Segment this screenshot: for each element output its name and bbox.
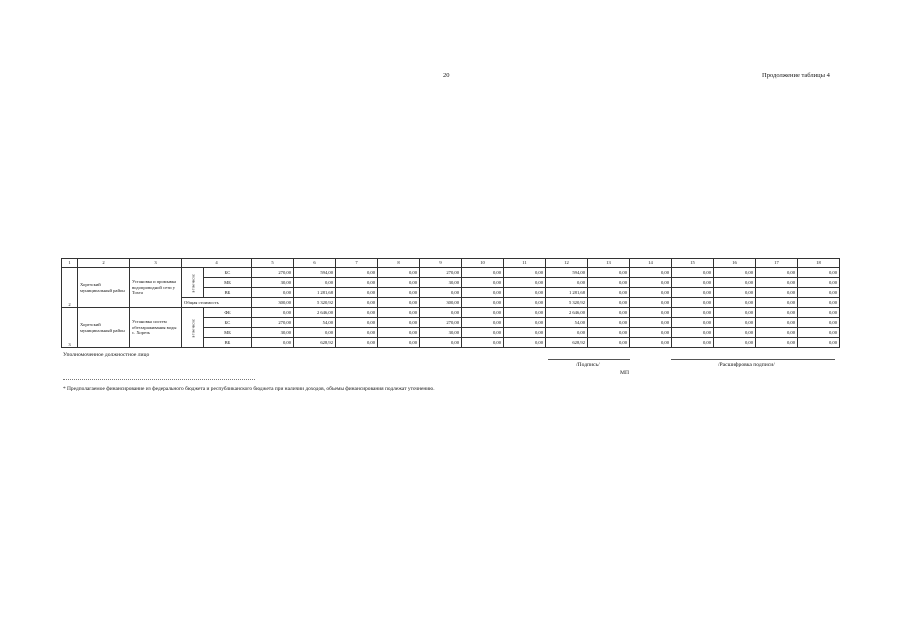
- value-cell: 270,00: [252, 268, 294, 278]
- column-number-cell: 4: [182, 259, 252, 268]
- value-cell: 0,00: [336, 268, 378, 278]
- value-cell: 0,00: [588, 318, 630, 328]
- value-cell: 0,00: [378, 308, 420, 318]
- value-cell: 0,00: [546, 278, 588, 288]
- value-cell: 0,00: [714, 268, 756, 278]
- value-cell: 0,00: [798, 338, 840, 348]
- measure-cell: Установка и промывка водопроводной сети у Тохта: [130, 268, 182, 308]
- value-cell: 0,00: [756, 338, 798, 348]
- measure-cell: Установка систем обеззараживания воды с. Хорезь: [130, 308, 182, 348]
- value-cell: 0,00: [462, 318, 504, 328]
- value-cell: 0,00: [630, 318, 672, 328]
- value-cell: 0,00: [672, 328, 714, 338]
- value-cell: 270,00: [420, 318, 462, 328]
- value-cell: 628,92: [546, 338, 588, 348]
- column-number-cell: 1: [62, 259, 78, 268]
- value-cell: 0,00: [672, 288, 714, 298]
- column-number-cell: 14: [630, 259, 672, 268]
- column-number-cell: 15: [672, 259, 714, 268]
- page-number: 20: [443, 72, 450, 79]
- value-cell: 0,00: [336, 298, 378, 308]
- value-cell: 0,00: [378, 288, 420, 298]
- value-cell: 30,00: [252, 278, 294, 288]
- value-cell: 0,00: [798, 278, 840, 288]
- value-cell: 628,92: [294, 338, 336, 348]
- value-cell: 0,00: [756, 288, 798, 298]
- value-cell: 0,00: [630, 328, 672, 338]
- value-cell: 0,00: [378, 278, 420, 288]
- column-number-cell: 18: [798, 259, 840, 268]
- financing-table: [61, 258, 840, 348]
- value-cell: 0,00: [756, 268, 798, 278]
- funding-source-cell: ФБ: [204, 308, 252, 318]
- value-cell: 0,00: [630, 278, 672, 288]
- funding-source-cell: МБ: [204, 278, 252, 288]
- value-cell: 0,00: [294, 328, 336, 338]
- value-cell: 0,00: [294, 278, 336, 288]
- value-cell: 0,00: [462, 298, 504, 308]
- value-cell: 0,00: [252, 308, 294, 318]
- value-cell: 0,00: [672, 318, 714, 328]
- value-cell: 0,00: [798, 328, 840, 338]
- value-cell: 0,00: [336, 328, 378, 338]
- funding-source-cell: БС: [204, 318, 252, 328]
- value-cell: 0,00: [420, 308, 462, 318]
- value-cell: 54,00: [294, 318, 336, 328]
- value-cell: 0,00: [504, 298, 546, 308]
- authorized-official-label: Уполномоченное должностное лицо: [63, 352, 150, 358]
- value-cell: 0,00: [672, 338, 714, 348]
- value-cell: 0,00: [672, 308, 714, 318]
- vertical-label: в том числе:: [191, 318, 196, 338]
- value-cell: 0,00: [588, 328, 630, 338]
- value-cell: 0,00: [504, 328, 546, 338]
- value-cell: 0,00: [630, 268, 672, 278]
- value-cell: 30,00: [420, 278, 462, 288]
- value-cell: 0,00: [336, 278, 378, 288]
- value-cell: 0,00: [420, 338, 462, 348]
- vertical-label-cell: [182, 268, 204, 298]
- value-cell: 0,00: [462, 328, 504, 338]
- value-cell: 0,00: [588, 288, 630, 298]
- column-number-cell: 11: [504, 259, 546, 268]
- value-cell: 0,00: [798, 288, 840, 298]
- value-cell: 2 646,00: [294, 308, 336, 318]
- funding-source-cell: ВБ: [204, 288, 252, 298]
- value-cell: 1 281,68: [294, 288, 336, 298]
- value-cell: 54,00: [546, 318, 588, 328]
- value-cell: 0,00: [252, 338, 294, 348]
- table-row: [62, 268, 840, 278]
- value-cell: 300,00: [420, 298, 462, 308]
- value-cell: 0,00: [462, 338, 504, 348]
- value-cell: 0,00: [588, 338, 630, 348]
- stamp-place-label: МП: [620, 370, 630, 376]
- value-cell: 594,00: [294, 268, 336, 278]
- column-number-cell: 8: [378, 259, 420, 268]
- value-cell: 0,00: [714, 278, 756, 288]
- value-cell: 270,00: [420, 268, 462, 278]
- table-continuation-label: Продолжение таблицы 4: [762, 72, 830, 79]
- column-number-cell: 7: [336, 259, 378, 268]
- column-number-cell: 16: [714, 259, 756, 268]
- signature-line: [548, 359, 630, 360]
- value-cell: 0,00: [462, 308, 504, 318]
- value-cell: 0,00: [756, 298, 798, 308]
- column-number-cell: 17: [756, 259, 798, 268]
- value-cell: 0,00: [630, 308, 672, 318]
- value-cell: 0,00: [462, 268, 504, 278]
- value-cell: 0,00: [756, 328, 798, 338]
- value-cell: 0,00: [714, 298, 756, 308]
- column-number-cell: 9: [420, 259, 462, 268]
- value-cell: 0,00: [378, 328, 420, 338]
- value-cell: 0,00: [798, 308, 840, 318]
- municipality-cell: Хорезский муниципальный район: [78, 308, 130, 348]
- column-number-cell: 13: [588, 259, 630, 268]
- value-cell: 30,00: [252, 328, 294, 338]
- value-cell: 0,00: [378, 298, 420, 308]
- value-cell: 0,00: [798, 298, 840, 308]
- value-cell: 594,00: [546, 268, 588, 278]
- footnote: * Предполагаемое финансирование из федерального бюджета и республиканского бюджета при наличии доходов, объемы финансирования подлежат уточнению.: [63, 386, 435, 392]
- table-row: [62, 308, 840, 318]
- value-cell: 0,00: [588, 308, 630, 318]
- decoding-line: [671, 359, 835, 360]
- value-cell: 30,00: [420, 328, 462, 338]
- vertical-label-cell: [182, 308, 204, 348]
- value-cell: 0,00: [336, 338, 378, 348]
- value-cell: 0,00: [588, 268, 630, 278]
- value-cell: 0,00: [252, 288, 294, 298]
- vertical-label: в том числе:: [191, 273, 196, 293]
- row-number-cell: 3: [62, 308, 78, 348]
- funding-source-cell: МБ: [204, 328, 252, 338]
- signature-caption: /Подпись/: [576, 362, 600, 368]
- value-cell: 0,00: [672, 278, 714, 288]
- funding-source-cell: БС: [204, 268, 252, 278]
- value-cell: 0,00: [714, 338, 756, 348]
- value-cell: 300,00: [252, 298, 294, 308]
- decoding-caption: /Расшифровка подписи/: [718, 362, 775, 368]
- value-cell: 0,00: [798, 318, 840, 328]
- footnote-separator: [63, 379, 255, 380]
- column-number-cell: 10: [462, 259, 504, 268]
- value-cell: 0,00: [588, 298, 630, 308]
- value-cell: 0,00: [546, 328, 588, 338]
- value-cell: 0,00: [630, 298, 672, 308]
- value-cell: 0,00: [336, 288, 378, 298]
- value-cell: 0,00: [378, 338, 420, 348]
- value-cell: 0,00: [630, 338, 672, 348]
- value-cell: 0,00: [378, 318, 420, 328]
- funding-source-cell: ВБ: [204, 338, 252, 348]
- value-cell: 0,00: [714, 308, 756, 318]
- value-cell: 0,00: [504, 308, 546, 318]
- value-cell: 0,00: [504, 318, 546, 328]
- value-cell: 270,00: [252, 318, 294, 328]
- value-cell: 0,00: [756, 318, 798, 328]
- value-cell: 0,00: [630, 288, 672, 298]
- column-number-cell: 3: [130, 259, 182, 268]
- value-cell: 0,00: [798, 268, 840, 278]
- value-cell: 0,00: [336, 308, 378, 318]
- column-number-row: [62, 259, 840, 268]
- value-cell: 0,00: [378, 268, 420, 278]
- value-cell: 0,00: [504, 288, 546, 298]
- value-cell: 0,00: [714, 328, 756, 338]
- value-cell: 0,00: [714, 318, 756, 328]
- municipality-cell: Хорезский муниципальный район: [78, 268, 130, 308]
- value-cell: 2 646,00: [546, 308, 588, 318]
- column-number-cell: 12: [546, 259, 588, 268]
- value-cell: 0,00: [420, 288, 462, 298]
- value-cell: 5 320,92: [546, 298, 588, 308]
- value-cell: 0,00: [588, 278, 630, 288]
- value-cell: 0,00: [672, 268, 714, 278]
- value-cell: 0,00: [504, 268, 546, 278]
- value-cell: 0,00: [336, 318, 378, 328]
- value-cell: 5 320,92: [294, 298, 336, 308]
- value-cell: 0,00: [756, 278, 798, 288]
- value-cell: 0,00: [714, 288, 756, 298]
- value-cell: 0,00: [672, 298, 714, 308]
- value-cell: 0,00: [504, 338, 546, 348]
- row-number-cell: 2: [62, 268, 78, 308]
- column-number-cell: 5: [252, 259, 294, 268]
- value-cell: 0,00: [462, 278, 504, 288]
- value-cell: 0,00: [756, 308, 798, 318]
- value-cell: 1 281,68: [546, 288, 588, 298]
- column-number-cell: 6: [294, 259, 336, 268]
- total-label-cell: Общая стоимость: [182, 298, 252, 308]
- value-cell: 0,00: [462, 288, 504, 298]
- column-number-cell: 2: [78, 259, 130, 268]
- value-cell: 0,00: [504, 278, 546, 288]
